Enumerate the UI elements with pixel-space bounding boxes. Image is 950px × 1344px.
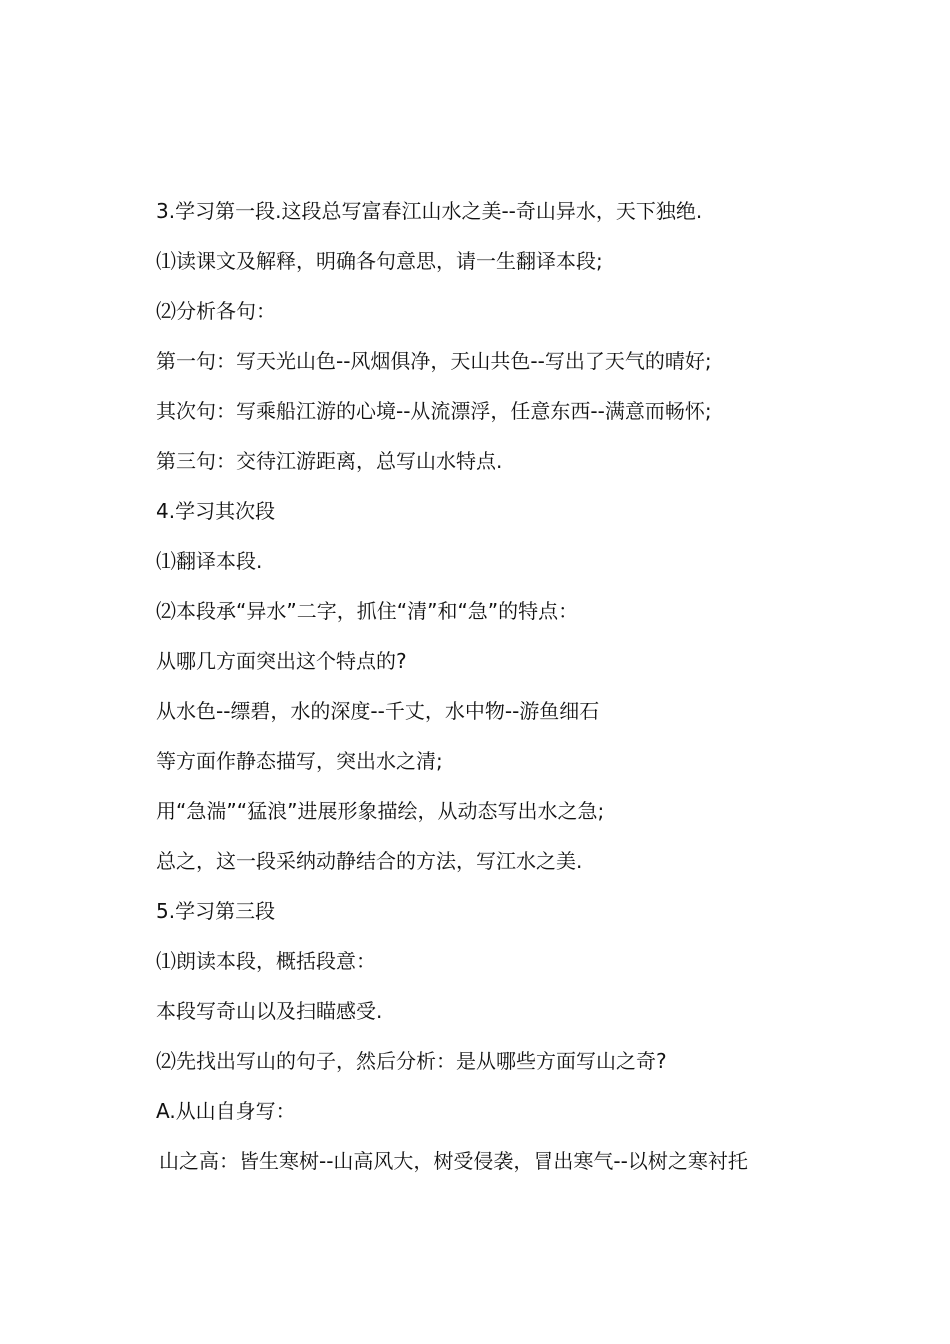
document-body xyxy=(156,186,856,1186)
text-line: 本段写奇山以及扫瞄感受. xyxy=(156,999,383,1023)
text-line: ⑴翻译本段. xyxy=(156,549,263,573)
text-line: ⑴读课文及解释，明确各句意思，请一生翻译本段; xyxy=(156,249,603,273)
text-line: A.从山自身写： xyxy=(156,1099,296,1123)
text-line: 用“急湍”“猛浪”进展形象描绘，从动态写出水之急; xyxy=(156,799,605,823)
text-line: ⑵先找出写山的句子，然后分析：是从哪些方面写山之奇? xyxy=(156,1049,667,1073)
text-line: 从哪几方面突出这个特点的? xyxy=(156,649,407,673)
text-line: 第一句：写天光山色--风烟俱净，天山共色--写出了天气的晴好; xyxy=(156,349,712,373)
text-line: ⑴朗读本段，概括段意： xyxy=(156,949,376,973)
text-line: 其次句：写乘船江游的心境--从流漂浮，任意东西--满意而畅怀; xyxy=(156,399,712,423)
text-line: 从水色--缥碧，水的深度--千丈，水中物--游鱼细石 xyxy=(156,699,600,723)
section-heading: 4.学习其次段 xyxy=(156,499,276,523)
text-line: ⑵分析各句： xyxy=(156,299,276,323)
text-line: 第三句：交待江游距离，总写山水特点. xyxy=(156,449,503,473)
text-line: 总之，这一段采纳动静结合的方法，写江水之美. xyxy=(156,849,583,873)
section-heading: 5.学习第三段 xyxy=(156,899,276,923)
text-line: ⑵本段承“异水”二字，抓住“清”和“急”的特点： xyxy=(156,599,579,623)
text-line: 3.学习第一段.这段总写富春江山水之美--奇山异水，天下独绝. xyxy=(156,199,703,223)
text-line: 山之高：皆生寒树--山高风大，树受侵袭，冒出寒气--以树之寒衬托 xyxy=(159,1149,748,1173)
text-line: 等方面作静态描写，突出水之清; xyxy=(156,749,443,773)
